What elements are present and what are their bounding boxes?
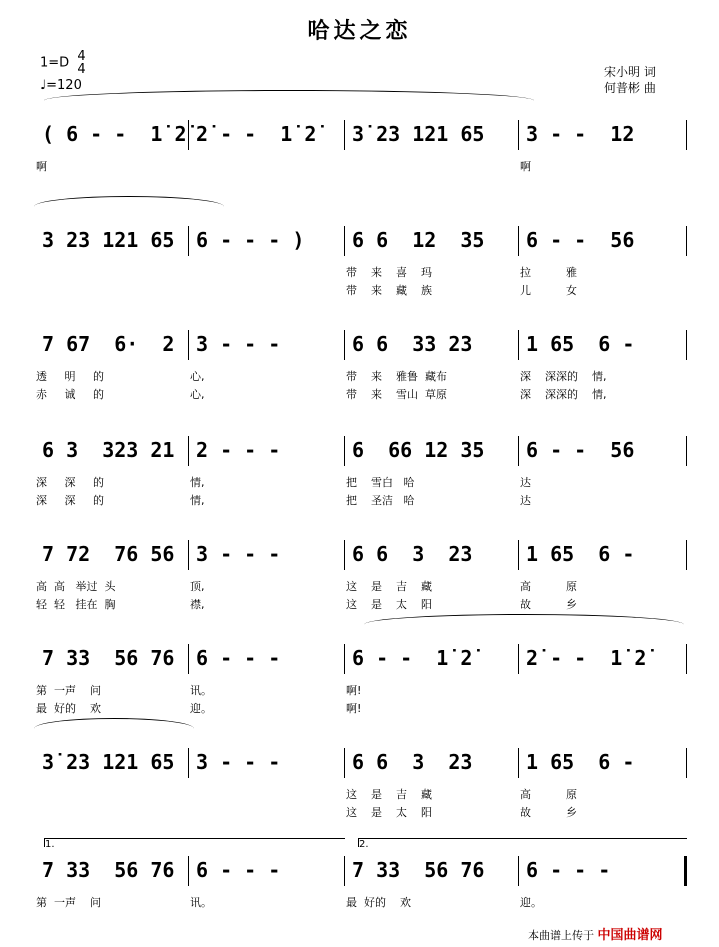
lyric-line-1: 情, [190,476,205,489]
measure-notes: 7 33 56 76 [42,646,175,670]
key-signature [40,50,86,76]
barline [188,226,189,256]
volta-bracket: 2. [358,838,687,847]
measure-notes: 7 67 6· 2 [42,332,175,356]
measure-notes: 3̇ 23 121 65 [352,122,485,146]
footer-text: 本曲谱上传于 [528,929,594,942]
measure-notes: 3 - - - [196,542,281,566]
footer [528,924,663,943]
lyric-line-1: 带 来 雅鲁 藏布 [346,370,447,383]
lyric-line-1: 讯。 [190,684,212,697]
measure-notes: 6 6 3 23 [352,750,473,774]
lyric-line-2: 这 是 太 阳 [346,598,432,611]
intro-slur [44,90,534,111]
lyric-line-1: 第 一声 问 [36,896,101,909]
measure-notes: 6 - - - [196,646,281,670]
lyric-line-1: 达 [520,476,531,489]
lyric-line-1: 透 明 的 [36,370,104,383]
time-signature [77,50,85,76]
site-logo: 中国曲谱网 [597,928,663,943]
lyric-line-2: 啊! [346,702,362,715]
measure-notes: 3 - - 12 [526,122,635,146]
measure-notes: 3̇ 23 121 65 [42,750,175,774]
lyric-line-2: 带 来 雪山 草原 [346,388,447,401]
barline [518,226,519,256]
measure-notes: 6 - - 56 [526,438,635,462]
barline [188,748,189,778]
barline [686,540,687,570]
barline [188,120,189,150]
lyric-line-2: 故 乡 [520,598,577,611]
measure-notes: 1 65 6 - [526,332,635,356]
time-sig-top: 4 [77,49,86,64]
measure-notes: 1 65 6 - [526,542,635,566]
measure-notes: 3 - - - [196,332,281,356]
lyric-line-1: 拉 雅 [520,266,577,279]
lyric-line-1: 啊! [346,684,362,697]
lyric-line-1: 这 是 吉 藏 [346,580,432,593]
barline [344,120,345,150]
tempo-value: =120 [46,78,82,93]
lyric-line-2: 赤 诚 的 [36,388,104,401]
lyric-line-2: 深 深 的 [36,494,104,507]
lyric-line-2: 襟, [190,598,205,611]
barline [344,856,345,886]
measure-notes: 7 33 56 76 [352,858,485,882]
lyric-line-1: 高 原 [520,788,577,801]
barline [686,330,687,360]
lyric-line-1: 这 是 吉 藏 [346,788,432,801]
measure-notes: 2 - - - [196,438,281,462]
lyric-line-1: 迎。 [520,896,542,909]
composer-credit: 何普彬 曲 [604,81,656,95]
time-sig-bottom: 4 [77,62,86,77]
lyric-line-1: 啊 [36,160,47,173]
lyric-line-2: 这 是 太 阳 [346,806,432,819]
measure-notes: 1 65 6 - [526,750,635,774]
lyric-line-1: 带 来 喜 玛 [346,266,432,279]
measure-notes: 2̇ - - 1̇ 2̇ [196,122,317,146]
lyric-line-2: 带 来 藏 族 [346,284,432,297]
measure-notes: 6 66 12 35 [352,438,485,462]
lyric-line-1: 顶, [190,580,205,593]
measure-notes: 3 23 121 65 [42,228,175,252]
lyric-line-2: 迎。 [190,702,212,715]
measure-notes: 6 6 3 23 [352,542,473,566]
measure-notes: ( 6 - - 1̇ 2̇ [42,122,187,146]
lyric-line-1: 讯。 [190,896,212,909]
measure-notes: 6 3 323 21 [42,438,175,462]
barline [686,748,687,778]
measure-notes: 6 - - 1̇ 2̇ [352,646,473,670]
lyric-line-1: 把 雪白 哈 [346,476,415,489]
lyric-line-2: 心, [190,388,205,401]
barline [518,748,519,778]
lyric-line-1: 第 一声 问 [36,684,101,697]
lyric-line-1: 深 深深的 情, [520,370,607,383]
barline [188,330,189,360]
measure-notes: 6 6 33 23 [352,332,473,356]
lyric-line-2: 达 [520,494,531,507]
ah-slur-end [34,718,194,739]
barline [518,644,519,674]
lyric-line-1: 高 原 [520,580,577,593]
barline [518,540,519,570]
barline [518,330,519,360]
lyric-line-2: 故 乡 [520,806,577,819]
ah-slur [364,614,684,635]
barline [518,436,519,466]
lyric-line-1: 高 高 举过 头 [36,580,116,593]
barline [518,120,519,150]
barline [344,644,345,674]
measure-notes: 6 - - - [526,858,611,882]
barline [188,436,189,466]
measure-notes: 3 - - - [196,750,281,774]
lyric-line-1: 心, [190,370,205,383]
intro-slur-end [34,196,224,217]
barline [188,540,189,570]
tempo-mark: ♩=120 [40,78,82,93]
lyric-line-2: 最 好的 欢 [36,702,101,715]
lyric-line-1: 深 深 的 [36,476,104,489]
lyric-line-1: 最 好的 欢 [346,896,411,909]
volta-bracket: 1. [44,838,345,847]
lyric-line-1: 啊 [520,160,531,173]
barline [344,436,345,466]
key-label: 1=D [40,55,70,71]
lyric-line-2: 深 深深的 情, [520,388,607,401]
lyric-line-2: 情, [190,494,205,507]
barline [188,644,189,674]
measure-notes: 6 - - 56 [526,228,635,252]
barline [344,330,345,360]
barline [686,644,687,674]
lyricist-credit: 宋小明 词 [604,65,656,79]
barline [518,856,519,886]
measure-notes: 6 - - - [196,858,281,882]
lyric-line-2: 儿 女 [520,284,577,297]
barline [686,226,687,256]
song-title: 哈达之恋 [307,19,412,44]
barline [344,226,345,256]
measure-notes: 7 33 56 76 [42,858,175,882]
lyric-line-2: 轻 轻 挂在 胸 [36,598,116,611]
measure-notes: 7 72 76 56 [42,542,175,566]
lyric-line-2: 把 圣洁 哈 [346,494,415,507]
barline [344,748,345,778]
barline [344,540,345,570]
final-barline [684,856,687,886]
barline [188,856,189,886]
measure-notes: 6 6 12 35 [352,228,485,252]
measure-notes: 2̇ - - 1̇ 2̇ [526,646,647,670]
measure-notes: 6 - - - ) [196,228,305,252]
barline [686,436,687,466]
barline [686,120,687,150]
